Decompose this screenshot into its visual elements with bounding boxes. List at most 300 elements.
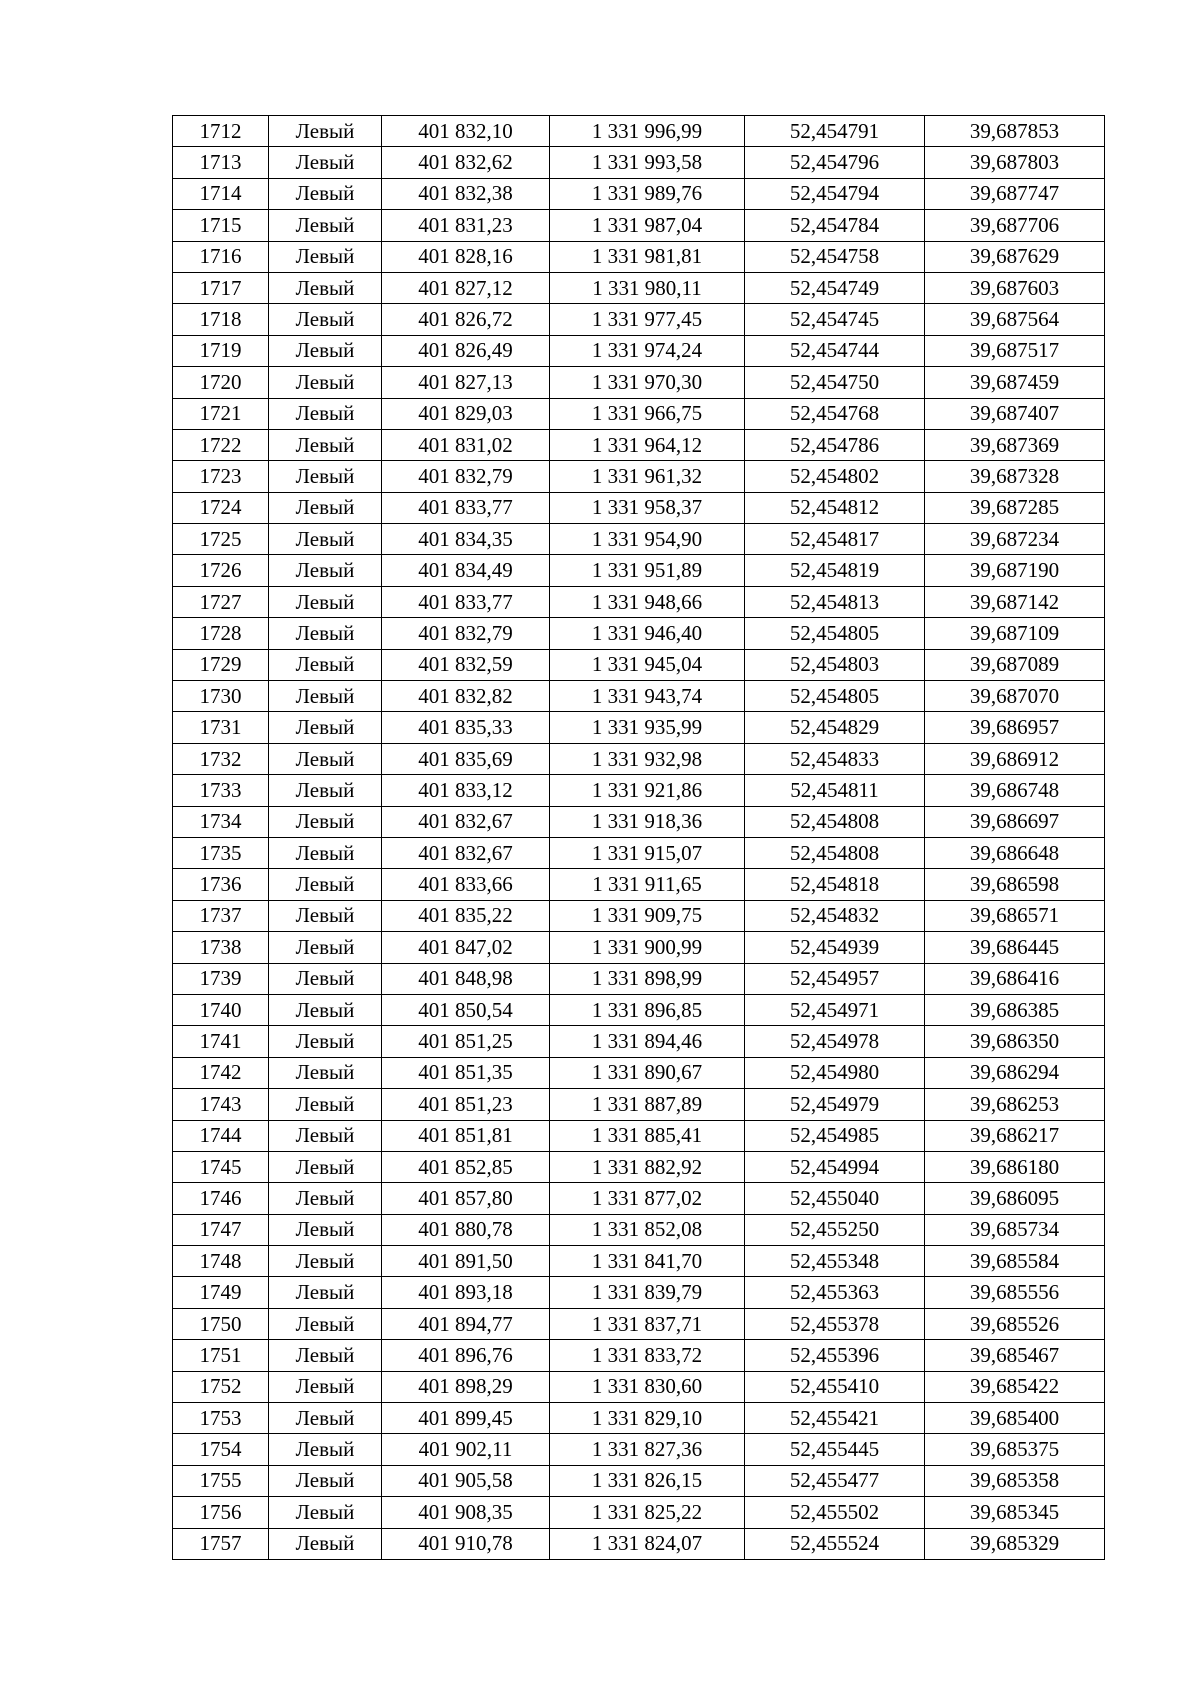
table-row — [173, 1089, 1105, 1120]
side-cell: Левый — [269, 1371, 382, 1402]
x-coordinate-cell: 401 902,11 — [382, 1434, 550, 1465]
y-coordinate-cell: 1 331 852,08 — [550, 1214, 745, 1245]
latitude-cell: 52,454794 — [745, 178, 925, 209]
x-coordinate-cell: 401 894,77 — [382, 1308, 550, 1339]
side-cell: Левый — [269, 1214, 382, 1245]
table-row — [173, 837, 1105, 868]
x-coordinate-cell: 401 826,49 — [382, 335, 550, 366]
side-cell: Левый — [269, 429, 382, 460]
x-coordinate-cell: 401 851,81 — [382, 1120, 550, 1151]
point-number-cell: 1721 — [173, 398, 269, 429]
x-coordinate-cell: 401 835,33 — [382, 712, 550, 743]
longitude-cell: 39,686294 — [925, 1057, 1105, 1088]
table-row — [173, 272, 1105, 303]
table-row — [173, 681, 1105, 712]
latitude-cell: 52,454985 — [745, 1120, 925, 1151]
side-cell: Левый — [269, 1308, 382, 1339]
latitude-cell: 52,455250 — [745, 1214, 925, 1245]
side-cell: Левый — [269, 1497, 382, 1528]
point-number-cell: 1753 — [173, 1403, 269, 1434]
y-coordinate-cell: 1 331 915,07 — [550, 837, 745, 868]
point-number-cell: 1742 — [173, 1057, 269, 1088]
x-coordinate-cell: 401 851,25 — [382, 1026, 550, 1057]
y-coordinate-cell: 1 331 974,24 — [550, 335, 745, 366]
point-number-cell: 1719 — [173, 335, 269, 366]
y-coordinate-cell: 1 331 877,02 — [550, 1183, 745, 1214]
side-cell: Левый — [269, 147, 382, 178]
side-cell: Левый — [269, 1183, 382, 1214]
y-coordinate-cell: 1 331 951,89 — [550, 555, 745, 586]
table-row — [173, 649, 1105, 680]
side-cell: Левый — [269, 963, 382, 994]
x-coordinate-cell: 401 832,82 — [382, 681, 550, 712]
latitude-cell: 52,455410 — [745, 1371, 925, 1402]
table-row — [173, 492, 1105, 523]
table-row — [173, 1371, 1105, 1402]
table-row — [173, 586, 1105, 617]
longitude-cell: 39,687142 — [925, 586, 1105, 617]
table-row — [173, 116, 1105, 147]
latitude-cell: 52,454805 — [745, 618, 925, 649]
latitude-cell: 52,454957 — [745, 963, 925, 994]
side-cell: Левый — [269, 335, 382, 366]
longitude-cell: 39,687853 — [925, 116, 1105, 147]
side-cell: Левый — [269, 178, 382, 209]
x-coordinate-cell: 401 910,78 — [382, 1528, 550, 1559]
table-row — [173, 618, 1105, 649]
x-coordinate-cell: 401 898,29 — [382, 1371, 550, 1402]
side-cell: Левый — [269, 1528, 382, 1559]
longitude-cell: 39,686217 — [925, 1120, 1105, 1151]
y-coordinate-cell: 1 331 898,99 — [550, 963, 745, 994]
y-coordinate-cell: 1 331 970,30 — [550, 367, 745, 398]
x-coordinate-cell: 401 835,69 — [382, 743, 550, 774]
point-number-cell: 1737 — [173, 900, 269, 931]
x-coordinate-cell: 401 832,62 — [382, 147, 550, 178]
table-row — [173, 932, 1105, 963]
table-row — [173, 900, 1105, 931]
point-number-cell: 1718 — [173, 304, 269, 335]
latitude-cell: 52,454784 — [745, 210, 925, 241]
table-row — [173, 994, 1105, 1025]
side-cell: Левый — [269, 932, 382, 963]
x-coordinate-cell: 401 827,12 — [382, 272, 550, 303]
longitude-cell: 39,685556 — [925, 1277, 1105, 1308]
latitude-cell: 52,454805 — [745, 681, 925, 712]
x-coordinate-cell: 401 834,35 — [382, 524, 550, 555]
latitude-cell: 52,455378 — [745, 1308, 925, 1339]
side-cell: Левый — [269, 869, 382, 900]
side-cell: Левый — [269, 900, 382, 931]
x-coordinate-cell: 401 832,59 — [382, 649, 550, 680]
longitude-cell: 39,685358 — [925, 1465, 1105, 1496]
point-number-cell: 1716 — [173, 241, 269, 272]
longitude-cell: 39,687369 — [925, 429, 1105, 460]
table-row — [173, 1214, 1105, 1245]
latitude-cell: 52,454811 — [745, 775, 925, 806]
longitude-cell: 39,687407 — [925, 398, 1105, 429]
side-cell: Левый — [269, 1120, 382, 1151]
point-number-cell: 1736 — [173, 869, 269, 900]
point-number-cell: 1725 — [173, 524, 269, 555]
x-coordinate-cell: 401 832,67 — [382, 837, 550, 868]
latitude-cell: 52,454749 — [745, 272, 925, 303]
table-row — [173, 429, 1105, 460]
longitude-cell: 39,686648 — [925, 837, 1105, 868]
latitude-cell: 52,454971 — [745, 994, 925, 1025]
longitude-cell: 39,687328 — [925, 461, 1105, 492]
y-coordinate-cell: 1 331 935,99 — [550, 712, 745, 743]
y-coordinate-cell: 1 331 918,36 — [550, 806, 745, 837]
x-coordinate-cell: 401 832,67 — [382, 806, 550, 837]
side-cell: Левый — [269, 116, 382, 147]
longitude-cell: 39,687706 — [925, 210, 1105, 241]
table-row — [173, 1026, 1105, 1057]
y-coordinate-cell: 1 331 826,15 — [550, 1465, 745, 1496]
latitude-cell: 52,454829 — [745, 712, 925, 743]
latitude-cell: 52,454817 — [745, 524, 925, 555]
longitude-cell: 39,687747 — [925, 178, 1105, 209]
side-cell: Левый — [269, 304, 382, 335]
table-row — [173, 743, 1105, 774]
y-coordinate-cell: 1 331 945,04 — [550, 649, 745, 680]
y-coordinate-cell: 1 331 966,75 — [550, 398, 745, 429]
latitude-cell: 52,455396 — [745, 1340, 925, 1371]
side-cell: Левый — [269, 1465, 382, 1496]
y-coordinate-cell: 1 331 987,04 — [550, 210, 745, 241]
latitude-cell: 52,454802 — [745, 461, 925, 492]
y-coordinate-cell: 1 331 894,46 — [550, 1026, 745, 1057]
side-cell: Левый — [269, 241, 382, 272]
latitude-cell: 52,454744 — [745, 335, 925, 366]
point-number-cell: 1728 — [173, 618, 269, 649]
side-cell: Левый — [269, 1246, 382, 1277]
y-coordinate-cell: 1 331 839,79 — [550, 1277, 745, 1308]
x-coordinate-cell: 401 827,13 — [382, 367, 550, 398]
latitude-cell: 52,454808 — [745, 837, 925, 868]
y-coordinate-cell: 1 331 946,40 — [550, 618, 745, 649]
latitude-cell: 52,454818 — [745, 869, 925, 900]
longitude-cell: 39,685422 — [925, 1371, 1105, 1402]
latitude-cell: 52,455421 — [745, 1403, 925, 1434]
longitude-cell: 39,685329 — [925, 1528, 1105, 1559]
x-coordinate-cell: 401 829,03 — [382, 398, 550, 429]
point-number-cell: 1726 — [173, 555, 269, 586]
point-number-cell: 1724 — [173, 492, 269, 523]
side-cell: Левый — [269, 1089, 382, 1120]
point-number-cell: 1748 — [173, 1246, 269, 1277]
y-coordinate-cell: 1 331 841,70 — [550, 1246, 745, 1277]
latitude-cell: 52,454832 — [745, 900, 925, 931]
point-number-cell: 1715 — [173, 210, 269, 241]
longitude-cell: 39,687629 — [925, 241, 1105, 272]
latitude-cell: 52,454750 — [745, 367, 925, 398]
x-coordinate-cell: 401 847,02 — [382, 932, 550, 963]
table-row — [173, 555, 1105, 586]
table-row — [173, 1497, 1105, 1528]
y-coordinate-cell: 1 331 829,10 — [550, 1403, 745, 1434]
y-coordinate-cell: 1 331 887,89 — [550, 1089, 745, 1120]
side-cell: Левый — [269, 712, 382, 743]
longitude-cell: 39,686571 — [925, 900, 1105, 931]
longitude-cell: 39,687070 — [925, 681, 1105, 712]
longitude-cell: 39,687234 — [925, 524, 1105, 555]
x-coordinate-cell: 401 891,50 — [382, 1246, 550, 1277]
y-coordinate-cell: 1 331 896,85 — [550, 994, 745, 1025]
x-coordinate-cell: 401 905,58 — [382, 1465, 550, 1496]
longitude-cell: 39,685734 — [925, 1214, 1105, 1245]
x-coordinate-cell: 401 850,54 — [382, 994, 550, 1025]
y-coordinate-cell: 1 331 830,60 — [550, 1371, 745, 1402]
table-row — [173, 1465, 1105, 1496]
longitude-cell: 39,687190 — [925, 555, 1105, 586]
longitude-cell: 39,687459 — [925, 367, 1105, 398]
longitude-cell: 39,687803 — [925, 147, 1105, 178]
longitude-cell: 39,687564 — [925, 304, 1105, 335]
side-cell: Левый — [269, 1151, 382, 1182]
latitude-cell: 52,454808 — [745, 806, 925, 837]
y-coordinate-cell: 1 331 977,45 — [550, 304, 745, 335]
latitude-cell: 52,455363 — [745, 1277, 925, 1308]
x-coordinate-cell: 401 899,45 — [382, 1403, 550, 1434]
longitude-cell: 39,687109 — [925, 618, 1105, 649]
x-coordinate-cell: 401 833,66 — [382, 869, 550, 900]
table-row — [173, 1120, 1105, 1151]
point-number-cell: 1740 — [173, 994, 269, 1025]
point-number-cell: 1722 — [173, 429, 269, 460]
side-cell: Левый — [269, 1026, 382, 1057]
table-row — [173, 398, 1105, 429]
longitude-cell: 39,686748 — [925, 775, 1105, 806]
point-number-cell: 1729 — [173, 649, 269, 680]
table-row — [173, 147, 1105, 178]
latitude-cell: 52,454803 — [745, 649, 925, 680]
y-coordinate-cell: 1 331 825,22 — [550, 1497, 745, 1528]
point-number-cell: 1743 — [173, 1089, 269, 1120]
side-cell: Левый — [269, 649, 382, 680]
y-coordinate-cell: 1 331 911,65 — [550, 869, 745, 900]
point-number-cell: 1749 — [173, 1277, 269, 1308]
x-coordinate-cell: 401 833,77 — [382, 492, 550, 523]
table-row — [173, 712, 1105, 743]
latitude-cell: 52,454939 — [745, 932, 925, 963]
y-coordinate-cell: 1 331 958,37 — [550, 492, 745, 523]
longitude-cell: 39,687517 — [925, 335, 1105, 366]
point-number-cell: 1730 — [173, 681, 269, 712]
coordinates-table-body — [173, 116, 1105, 1560]
point-number-cell: 1756 — [173, 1497, 269, 1528]
y-coordinate-cell: 1 331 943,74 — [550, 681, 745, 712]
table-row — [173, 869, 1105, 900]
y-coordinate-cell: 1 331 824,07 — [550, 1528, 745, 1559]
side-cell: Левый — [269, 586, 382, 617]
table-row — [173, 524, 1105, 555]
y-coordinate-cell: 1 331 932,98 — [550, 743, 745, 774]
table-row — [173, 963, 1105, 994]
x-coordinate-cell: 401 896,76 — [382, 1340, 550, 1371]
side-cell: Левый — [269, 1277, 382, 1308]
latitude-cell: 52,454833 — [745, 743, 925, 774]
side-cell: Левый — [269, 1340, 382, 1371]
y-coordinate-cell: 1 331 921,86 — [550, 775, 745, 806]
side-cell: Левый — [269, 492, 382, 523]
side-cell: Левый — [269, 555, 382, 586]
table-row — [173, 1057, 1105, 1088]
latitude-cell: 52,455502 — [745, 1497, 925, 1528]
latitude-cell: 52,455348 — [745, 1246, 925, 1277]
point-number-cell: 1735 — [173, 837, 269, 868]
y-coordinate-cell: 1 331 989,76 — [550, 178, 745, 209]
x-coordinate-cell: 401 833,77 — [382, 586, 550, 617]
y-coordinate-cell: 1 331 890,67 — [550, 1057, 745, 1088]
longitude-cell: 39,685400 — [925, 1403, 1105, 1434]
side-cell: Левый — [269, 1057, 382, 1088]
latitude-cell: 52,454979 — [745, 1089, 925, 1120]
y-coordinate-cell: 1 331 961,32 — [550, 461, 745, 492]
y-coordinate-cell: 1 331 900,99 — [550, 932, 745, 963]
point-number-cell: 1746 — [173, 1183, 269, 1214]
point-number-cell: 1751 — [173, 1340, 269, 1371]
point-number-cell: 1754 — [173, 1434, 269, 1465]
latitude-cell: 52,454791 — [745, 116, 925, 147]
y-coordinate-cell: 1 331 885,41 — [550, 1120, 745, 1151]
table-row — [173, 1403, 1105, 1434]
latitude-cell: 52,455040 — [745, 1183, 925, 1214]
side-cell: Левый — [269, 461, 382, 492]
x-coordinate-cell: 401 880,78 — [382, 1214, 550, 1245]
latitude-cell: 52,454745 — [745, 304, 925, 335]
latitude-cell: 52,455524 — [745, 1528, 925, 1559]
point-number-cell: 1739 — [173, 963, 269, 994]
latitude-cell: 52,454978 — [745, 1026, 925, 1057]
point-number-cell: 1731 — [173, 712, 269, 743]
table-row — [173, 304, 1105, 335]
longitude-cell: 39,685375 — [925, 1434, 1105, 1465]
point-number-cell: 1723 — [173, 461, 269, 492]
y-coordinate-cell: 1 331 948,66 — [550, 586, 745, 617]
table-row — [173, 1183, 1105, 1214]
side-cell: Левый — [269, 618, 382, 649]
longitude-cell: 39,686598 — [925, 869, 1105, 900]
point-number-cell: 1714 — [173, 178, 269, 209]
y-coordinate-cell: 1 331 993,58 — [550, 147, 745, 178]
y-coordinate-cell: 1 331 954,90 — [550, 524, 745, 555]
longitude-cell: 39,686095 — [925, 1183, 1105, 1214]
latitude-cell: 52,454994 — [745, 1151, 925, 1182]
point-number-cell: 1757 — [173, 1528, 269, 1559]
side-cell: Левый — [269, 210, 382, 241]
side-cell: Левый — [269, 681, 382, 712]
latitude-cell: 52,454786 — [745, 429, 925, 460]
point-number-cell: 1745 — [173, 1151, 269, 1182]
latitude-cell: 52,454819 — [745, 555, 925, 586]
y-coordinate-cell: 1 331 980,11 — [550, 272, 745, 303]
x-coordinate-cell: 401 848,98 — [382, 963, 550, 994]
x-coordinate-cell: 401 852,85 — [382, 1151, 550, 1182]
side-cell: Левый — [269, 775, 382, 806]
table-row — [173, 367, 1105, 398]
table-row — [173, 241, 1105, 272]
point-number-cell: 1750 — [173, 1308, 269, 1339]
longitude-cell: 39,685526 — [925, 1308, 1105, 1339]
latitude-cell: 52,455477 — [745, 1465, 925, 1496]
point-number-cell: 1720 — [173, 367, 269, 398]
latitude-cell: 52,454812 — [745, 492, 925, 523]
table-row — [173, 1246, 1105, 1277]
longitude-cell: 39,687603 — [925, 272, 1105, 303]
x-coordinate-cell: 401 832,79 — [382, 461, 550, 492]
latitude-cell: 52,454758 — [745, 241, 925, 272]
longitude-cell: 39,686445 — [925, 932, 1105, 963]
x-coordinate-cell: 401 831,02 — [382, 429, 550, 460]
point-number-cell: 1727 — [173, 586, 269, 617]
x-coordinate-cell: 401 826,72 — [382, 304, 550, 335]
side-cell: Левый — [269, 398, 382, 429]
x-coordinate-cell: 401 834,49 — [382, 555, 550, 586]
longitude-cell: 39,687285 — [925, 492, 1105, 523]
point-number-cell: 1733 — [173, 775, 269, 806]
coordinates-table — [172, 115, 1105, 1560]
x-coordinate-cell: 401 893,18 — [382, 1277, 550, 1308]
point-number-cell: 1734 — [173, 806, 269, 837]
side-cell: Левый — [269, 524, 382, 555]
longitude-cell: 39,686180 — [925, 1151, 1105, 1182]
y-coordinate-cell: 1 331 964,12 — [550, 429, 745, 460]
side-cell: Левый — [269, 272, 382, 303]
table-row — [173, 1340, 1105, 1371]
longitude-cell: 39,686416 — [925, 963, 1105, 994]
table-row — [173, 1434, 1105, 1465]
y-coordinate-cell: 1 331 833,72 — [550, 1340, 745, 1371]
latitude-cell: 52,454768 — [745, 398, 925, 429]
y-coordinate-cell: 1 331 827,36 — [550, 1434, 745, 1465]
y-coordinate-cell: 1 331 837,71 — [550, 1308, 745, 1339]
point-number-cell: 1717 — [173, 272, 269, 303]
table-row — [173, 335, 1105, 366]
latitude-cell: 52,454813 — [745, 586, 925, 617]
table-row — [173, 806, 1105, 837]
latitude-cell: 52,454980 — [745, 1057, 925, 1088]
point-number-cell: 1747 — [173, 1214, 269, 1245]
table-row — [173, 1308, 1105, 1339]
point-number-cell: 1744 — [173, 1120, 269, 1151]
table-row — [173, 210, 1105, 241]
point-number-cell: 1741 — [173, 1026, 269, 1057]
point-number-cell: 1713 — [173, 147, 269, 178]
y-coordinate-cell: 1 331 981,81 — [550, 241, 745, 272]
longitude-cell: 39,686697 — [925, 806, 1105, 837]
x-coordinate-cell: 401 831,23 — [382, 210, 550, 241]
x-coordinate-cell: 401 835,22 — [382, 900, 550, 931]
y-coordinate-cell: 1 331 909,75 — [550, 900, 745, 931]
longitude-cell: 39,687089 — [925, 649, 1105, 680]
longitude-cell: 39,686912 — [925, 743, 1105, 774]
table-row — [173, 178, 1105, 209]
x-coordinate-cell: 401 828,16 — [382, 241, 550, 272]
longitude-cell: 39,686253 — [925, 1089, 1105, 1120]
side-cell: Левый — [269, 1403, 382, 1434]
y-coordinate-cell: 1 331 882,92 — [550, 1151, 745, 1182]
point-number-cell: 1752 — [173, 1371, 269, 1402]
latitude-cell: 52,454796 — [745, 147, 925, 178]
x-coordinate-cell: 401 832,10 — [382, 116, 550, 147]
longitude-cell: 39,685584 — [925, 1246, 1105, 1277]
longitude-cell: 39,686350 — [925, 1026, 1105, 1057]
side-cell: Левый — [269, 367, 382, 398]
x-coordinate-cell: 401 851,23 — [382, 1089, 550, 1120]
side-cell: Левый — [269, 1434, 382, 1465]
latitude-cell: 52,455445 — [745, 1434, 925, 1465]
